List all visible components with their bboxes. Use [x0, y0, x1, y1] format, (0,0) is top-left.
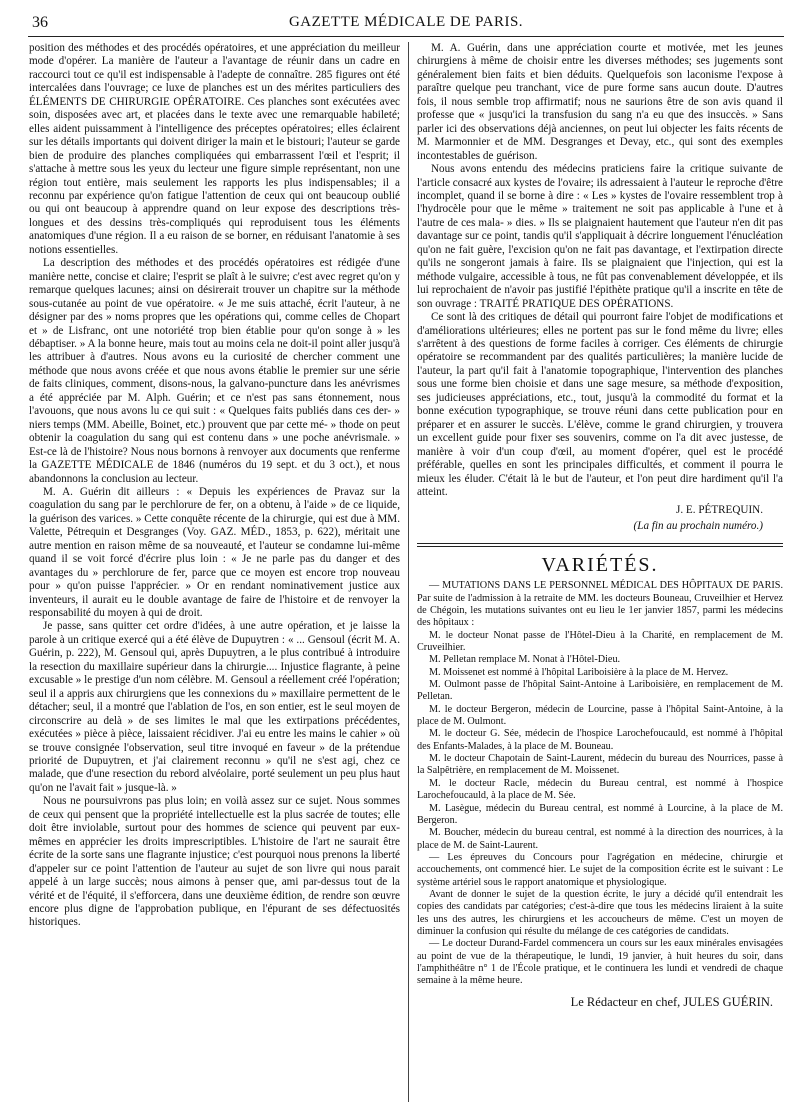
news-item: Avant de donner le sujet de la question écrite, le jury a décidé qu'il entendrait les copies des candidats par catégories; c'est-à-dire que tous les médecins liraient à la suite les uns des autres, les chirurgiens et les accoucheurs de même. C'est un moyen de diminuer la confusion qui résulte du mélange de ces catégories de candidats. — [417, 888, 783, 937]
article-paragraph: Nous ne poursuivrons pas plus loin; en voilà assez sur ce sujet. Nous sommes de ceux qui pensent que la propriété intellectuelle est la plus sacrée de toutes; elle doit être inviolable, surtout pour des hommes de science qui peuvent par eux-mêmes en apprécier les droits imprescriptibles. L'histoire de l'art ne saurait être écrite de la sorte sans une flagrante injustice; c'est pourquoi nous prenons la liberté d'appeler sur ce point l'attention de l'auteur au sujet de son livre qui nous parait appelé à un large succès; nous aimons à penser que, ami par-dessus tout de la vérité et de l'équité, il s'efforcera, dans une deuxième édition, de rendre son œuvre encore plus digne de l'approbation publique, en l'épurant de ses défectuosités historiques. — [29, 795, 400, 929]
article-paragraph: Je passe, sans quitter cet ordre d'idées, à une autre opération, et je laisse la parole à un critique exercé qui a été élève de Dupuytren : « ... Gensoul (écrit M. A. Guérin, p. 222), M. Gensoul qui, après Dupuytren, a le plus contribué à introduire la resection du maxillaire supérieur dans la chirurgie.... Injustice flagrante, à peine excusable » le prestige d'un nom célèbre. M. Gensoul a réellement créé l'opération; seul il a appris aux chirurgiens que les connexions du » maxillaire permettent de le détacher; seul, il a montré que l'ablation de l'os, en son entier, est le seul moyen de circonscrire au delà » de ses limites le mal que les extirpations précédentes, exécutées » pièce à pièce, laissaient récidiver. J'ai eu entre les mains le cahier » où se trouve consignée l'observation, seul titre invoqué en faveur » de la prétendue priorité de Dupuytren, et j'ai clairement reconnu » qu'il ne s'est agi, chez ce malade, que d'une resection du rebord alvéolaire, porté seulement un peu plus haut qu'on ne l'avait fait » jusque-là. » — [29, 620, 400, 794]
section-title: VARIÉTÉS. — [541, 554, 659, 577]
article-paragraph: Ce sont là des critiques de détail qui pourront faire l'objet de modifications et d'améliorations ultérieures; elles ne portent pas sur le fond même du livre; elles s'arrêtent à des questions de forme faciles à corriger. Ces éléments de chirurgie opératoire se recommandent par des qualités particulières; la manière lucide de l'auteur, la part qu'il fait à l'anatomie topographique, l'intervention des planches sous une forme bien choisie et dans une sage mesure, sa méthode d'exposition, ses judicieuses appréciations, etc., tout, jusqu'à la commodité du format et la bonne exécution typographique, se trouve réuni dans cette publication pour en préparer et en assurer le succès. L'élève, comme le grand chirurgien, y trouvera un excellent guide pour fixer ses souvenirs, comme on l'a dit avec justesse, de manière à voir d'un coup d'œil, au moment d'opérer, quel est le procédé préférable, quelles en sont les principales difficultés, et comment il pourra le mieux les éluder. C'était là le but de l'auteur, et l'on peut dire hardiment qu'il l'a atteint. — [417, 311, 783, 498]
news-item: — Le docteur Durand-Fardel commencera un cours sur les eaux minérales envisagées au point de vue de la thérapeutique, le lundi, 19 janvier, à huit heures du soir, dans l'amphithéâtre n° 1 de l'École pratique, et le continuera les lundi et vendredi de chaque semaine à la même heure. — [417, 938, 783, 987]
article-paragraph: position des méthodes et des procédés opératoires, et une appréciation du meilleur mode d'opérer. La manière de l'auteur a l'avantage de réunir dans un cadre en raccourci tout ce qu'il est indispensable à l'adepte de connaître. 285 figures ont été intercalées dans l'ouvrage; ce luxe de planches est un des mérites particuliers des ÉLÉMENTS DE CHIRURGIE OPÉRATOIRE. Ces planches sont exécutées avec soin, disposées avec art, et placées dans le texte avec une remarquable habileté; elles aident puissamment à l'intelligence des préceptes opératoires; elles éclairent sur les détails importants qui doivent diriger la main et le bistouri; l'auteur se garde bien de produire des planches compliquées qui embarrassent l'œil et l'esprit; il s'attache à mettre sous les yeux du lecteur une figure simple représentant, non une région tout entière, mais seulement les rapports les plus indispensables; il a reconnu par expérience qu'on fatigue l'attention de ceux qui ont beaucoup oublié ou qui ont beaucoup à apprendre quand on leur expose des descriptions très-longues et des dessins très-compliqués qui reproduisent tous les éléments anatomiques d'une région. Il a eu raison de se borner, en réduisant l'anatomie à ses notions essentielles. — [29, 42, 400, 256]
news-item: M. le docteur Racle, médecin du Bureau central, est nommé à l'hospice Larochefoucauld, à la place de M. Sée. — [417, 777, 783, 802]
varietes-section — [417, 580, 783, 987]
section-separator — [417, 543, 783, 547]
right-column — [417, 42, 783, 1110]
author-signature: J. E. PÉTREQUIN. — [676, 504, 763, 517]
news-item: M. Boucher, médecin du bureau central, est nommé à la direction des nourrices, à la place de M. de Saint-Laurent. — [417, 827, 783, 851]
page-header — [28, 8, 784, 37]
article-paragraph: Nous avons entendu des médecins praticiens faire la critique suivante de l'article consacré aux kystes de l'ovaire; ils adressaient à l'auteur le reproche d'être incomplet, quand il se borne à dire : « Les » kystes de l'ovaire ressemblent trop à l'hydrocèle pour que le même » traitement ne soit pas applicable à l'une et à l'autre de ces mala- » dies. » Ils se plaignaient hautement que l'auteur n'en dit pas davantage sur ce point, tandis qu'il s'appliquait à décrire longuement l'énucléation qu'on ne fait guère, l'excision qu'on ne fait pas davantage, et l'extirpation directe qu'ils ne songeront jamais à faire. Ils se plaignaient que l'injection, qui est la méthode vulgaire, accessible à tous, ne fût pas convenablement développée, et ils lui reprochaient de n'avoir pas justifié l'épithète pratique qu'il a inscrite en tête de son ouvrage : TRAITÉ PRATIQUE DES OPÉRATIONS. — [417, 163, 783, 310]
news-item: M. Moissenet est nommé à l'hôpital Lariboisière à la place de M. Hervez. — [429, 666, 729, 678]
news-item: M. Lasègue, médecin du Bureau central, est nommé à Lourcine, à la place de M. Bergeron. — [417, 802, 783, 826]
news-item: M. le docteur Chapotain de Saint-Laurent, médecin du bureau des Nourrices, passe à la Salpêtrière, en remplacement de M. Moissenet. — [417, 753, 783, 777]
news-item: M. Oulmont passe de l'hôpital Saint-Antoine à Lariboisière, en remplacement de M. Pelletan. — [417, 679, 783, 703]
article-paragraph: La description des méthodes et des procédés opératoires est rédigée d'une manière nette, concise et claire; l'esprit se plaît à le suivre; c'est avec regret qu'on y remarque quelques lacunes; ainsi on désirerait trouver un chapitre sur la méthode sous-cutanée au point de vue opératoire. « Je me suis attaché, écrit l'auteur, à ne désigner par des » noms propres que les opérations qui, comme celles de Chopart et » de Lisfranc, ont une notoriété trop bien établie pour qu'on songe à » les débaptiser. » A la bonne heure, mais tout au moins cela ne doit-il point aller jusqu'à les attribuer à d'autres. Nous avons eu la curiosité de chercher comment une méthode que nous avons créée et que nous avons établie le premier sur une série de faits cliniques, comment, disons-nous, la galvano-puncture dans les anévrismes a été appréciée par M. Alph. Guérin; et ce n'est pas sans étonnement, nous l'avouons, que nous avons lu ce qui suit : « Quelques faits publiés dans ces der- » niers temps (MM. Abeille, Boinet, etc.) prouvent que par cette mé- » thode on peut obtenir la coagulation du sang qui est contenu dans » une poche anévrismale. » Est-ce là de l'histoire? Nous nous bornons à renvoyer aux documents que renferme la GAZETTE MÉDICALE de 1846 (numéros du 19 sept. et du 3 oct.), et nous abandonnons la conclusion au lecteur. — [29, 257, 400, 485]
column-divider — [408, 42, 409, 1102]
news-item: M. le docteur Bergeron, médecin de Lourcine, passe à l'hôpital Saint-Antoine, à la place de M. Oulmont. — [417, 703, 783, 728]
news-item: M. le docteur G. Sée, médecin de l'hospice Larochefoucauld, est nommé à l'hôpital des Enfants-Malades, à la place de M. Bouneau. — [417, 728, 783, 752]
running-title: GAZETTE MÉDICALE DE PARIS. — [288, 14, 524, 30]
news-item: M. le docteur Nonat passe de l'Hôtel-Dieu à la Charité, en remplacement de M. Cruveilhier. — [417, 629, 783, 654]
left-column — [29, 42, 400, 1110]
editor-signature: Le Rédacteur en chef, JULES GUÉRIN. — [570, 994, 773, 1009]
article-paragraph: M. A. Guérin, dans une appréciation courte et motivée, met les jeunes chirurgiens à même de choisir entre les diverses méthodes; ses jugements sont généralement bien faits et bien déduits. Quelquefois son laconisme l'expose à paraître quelque peu tranchant, vice de pure forme sans aucun doute. D'autres fois, il nous semble trop affirmatif; nous ne saurions être de son avis quand il professe que « jusqu'ici la transfusion du sang n'a eu que des insuccès. » Sans parler ici des observations déjà anciennes, on peut lui objecter les faits récents de M. Marmonnier et de MM. Desgranges et Devay, etc., qui sont des exemples incontestables de guérison. — [417, 42, 783, 162]
news-item: — Les épreuves du Concours pour l'agrégation en médecine, chirurgie et accouchements, ont commencé hier. Le sujet de la composition écrite est le suivant : Le système artériel sous le rapport anatomique et physiologique. — [417, 851, 783, 888]
news-item: M. Pelletan remplace M. Nonat à l'Hôtel-Dieu. — [429, 654, 621, 666]
news-item: — MUTATIONS DANS LE PERSONNEL MÉDICAL DES HÔPITAUX DE PARIS. Par suite de l'admission à la retraite de MM. les docteurs Bouneau, Cruveilhier et Hervez de Chégoin, les mutations suivantes ont eu lieu le 1er janvier 1857, parmi les médecins des hôpitaux : — [417, 580, 783, 629]
continuation-note: (La fin au prochain numéro.) — [633, 519, 763, 532]
article-paragraph: M. A. Guérin dit ailleurs : « Depuis les expériences de Pravaz sur la coagulation du sang par le perchlorure de fer, on a obtenu, à l'aide » de ce liquide, la guérison des varices. » Cette conquête récente de la chirurgie, qui est due à MM. Valette, Pétrequin et Desgranges (Voy. GAZ. MÉD., 1853, p. 622), méritait une autre mention en raison même de sa nouveauté, et l'auteur se condamne lui-même quand il se voit forcé d'écrire plus loin : « Je ne parle pas du danger et des avantages du » perchlorure de fer, parce que ce moyen est encore trop nouveau pour » qu'on puisse l'apprécier. » Or en rendant nominativement justice aux inventeurs, il aurait eu le double avantage de faire de l'histoire et de renvoyer la responsabilité du moyen à qui de droit. — [29, 485, 400, 620]
page-number: 36 — [32, 14, 48, 31]
